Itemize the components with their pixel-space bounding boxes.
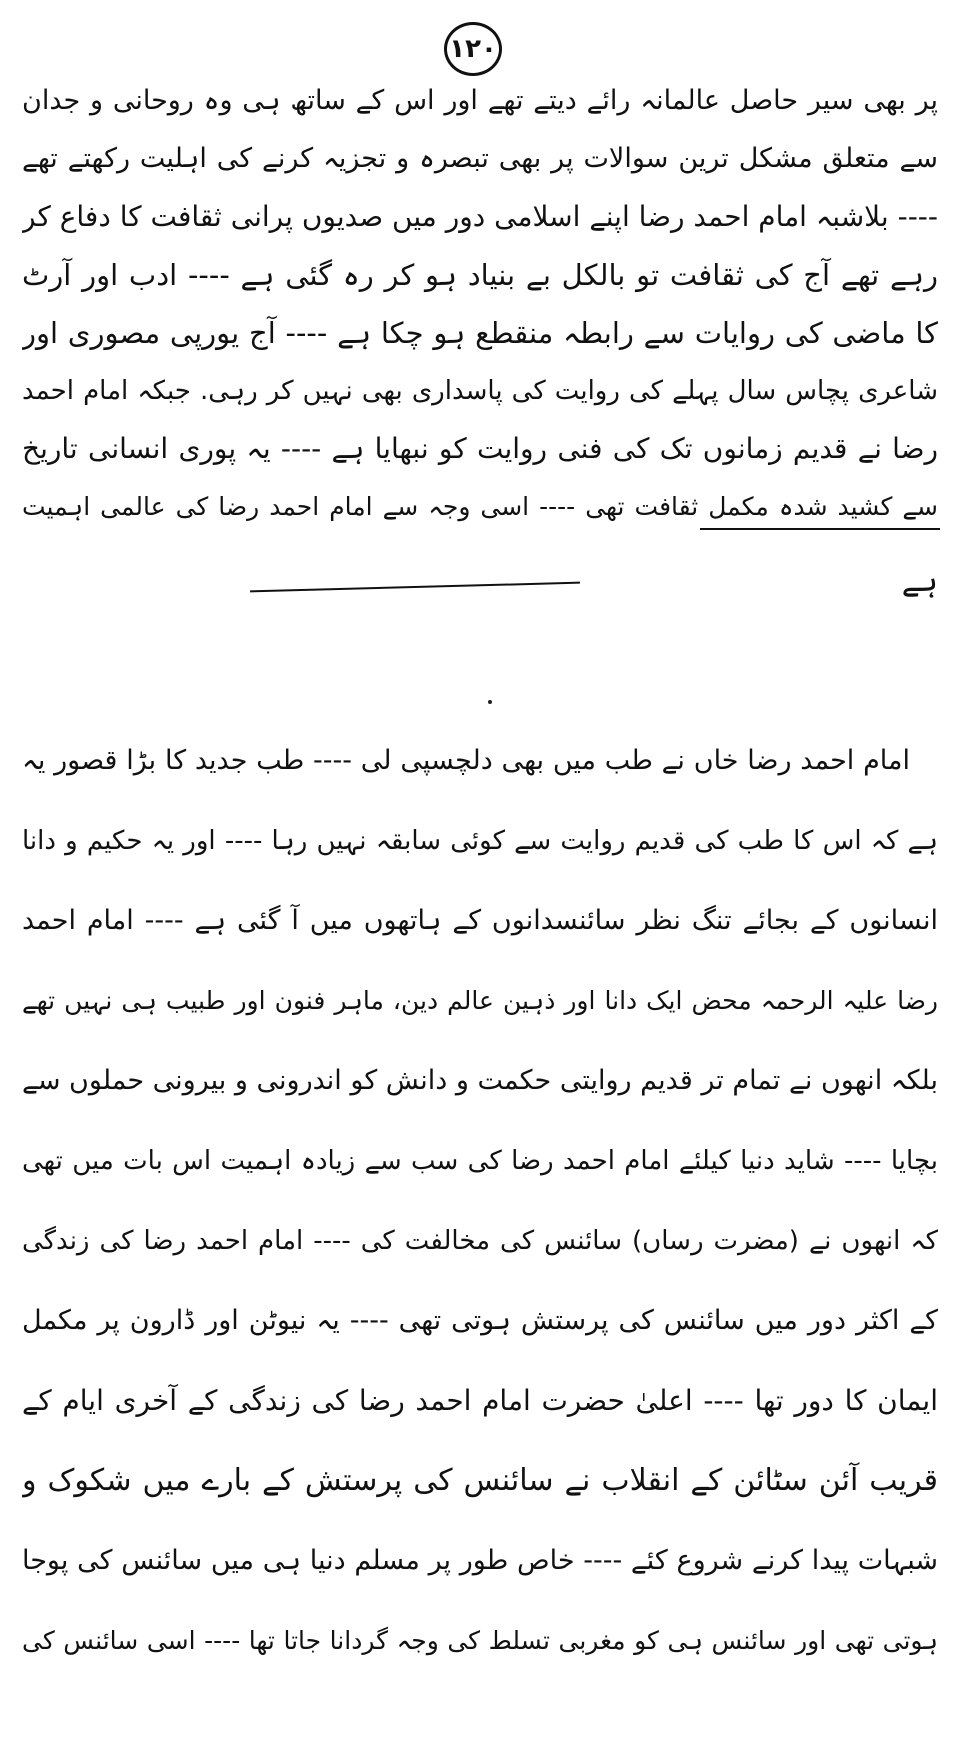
text-line: ہے کہ اس کا طب کی قدیم روایت سے کوئی سابقہ نہیں رہا ---- اور یہ حکیم و دانا [22,826,938,856]
text-line: ---- بلاشبہ امام احمد رضا اپنے اسلامی دور میں صدیوں پرانی ثقافت کا دفاع کر [22,200,938,233]
text-line: کے اکثر دور میں سائنس کی پرستش ہوتی تھی ---- یہ نیوٹن اور ڈارون پر مکمل [22,1305,938,1336]
text-line: پر بھی سیر حاصل عالمانہ رائے دیتے تھے اور اس کے ساتھ ہی وہ روحانی و جدان [22,85,938,116]
text-line: بلکہ انھوں نے تمام تر قدیم روایتی حکمت و دانش کو اندرونی و بیرونی حملوں سے [22,1065,938,1096]
text-line: امام احمد رضا خاں نے طب میں بھی دلچسپی لی ---- طب جدید کا بڑا قصور یہ [22,745,910,776]
text-line: رضا علیہ الرحمہ محض ایک دانا اور ذہین عالم دین، ماہر فنون اور طبیب ہی نہیں تھے [22,986,938,1015]
text-line: ہے [901,563,938,599]
text-line: رہے تھے آج کی ثقافت تو بالکل بے بنیاد ہو کر رہ گئی ہے ---- ادب اور آرٹ [22,258,938,292]
page-number-badge [444,22,502,76]
stray-dot [488,700,492,704]
text-line: ایمان کا دور تھا ---- اعلیٰ حضرت امام احمد رضا کی زندگی کے آخری ایام کے [22,1384,938,1417]
text-line: قریب آئن سٹائن کے انقلاب نے سائنس کی پرستش کے بارے میں شکوک و [22,1463,938,1498]
underline-mark [700,528,940,530]
text-line: انسانوں کے بجائے تنگ نظر سائنسدانوں کے ہاتھوں میں آ گئی ہے ---- امام احمد [22,905,938,936]
text-line: سے کشید شدہ مکمل ثقافت تھی ---- اسی وجہ سے امام احمد رضا کی عالمی اہمیت [22,492,938,521]
text-line: شبہات پیدا کرنے شروع کئے ---- خاص طور پر مسلم دنیا ہی میں سائنس کی پوجا [22,1545,938,1576]
text-line: کا ماضی کی روایات سے رابطہ منقطع ہو چکا ہے ---- آج یورپی مصوری اور [22,316,938,350]
page-number: ۱۲۰ [449,34,497,64]
text-line: ہوتی تھی اور سائنس ہی کو مغربی تسلط کی وجہ گردانا جاتا تھا ---- اسی سائنس کی [22,1626,938,1655]
text-line: سے متعلق مشکل ترین سوالات پر بھی تبصرہ و تجزیہ کرنے کی اہلیت رکھتے تھے [22,143,938,174]
text-line: کہ انھوں نے (مضرت رساں) سائنس کی مخالفت کی ---- امام احمد رضا کی زندگی [22,1226,938,1256]
paragraph-1 [22,72,938,632]
text-line: بچایا ---- شاید دنیا کیلئے امام احمد رضا کی سب سے زیادہ اہمیت اس بات میں تھی [22,1146,938,1176]
text-line: رضا نے قدیم زمانوں تک کی فنی روایت کو نبھایا ہے ---- یہ پوری انسانی تاریخ [22,432,938,465]
paragraph-2 [22,732,938,1732]
text-line: شاعری پچاس سال پہلے کی روایت کی پاسداری بھی نہیں کر رہی. جبکہ امام احمد [22,376,938,406]
